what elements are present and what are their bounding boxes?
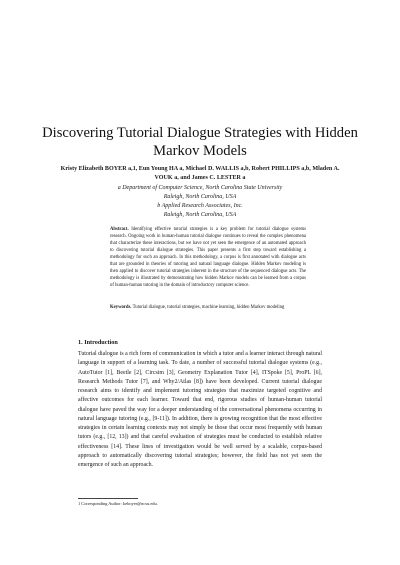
footnote: 1 Corresponding Author: keboyer@ncsu.edu.: [78, 501, 158, 506]
keywords-label: Keywords.: [110, 305, 132, 310]
abstract-label: Abstract.: [110, 227, 129, 232]
keywords: [110, 304, 306, 311]
abstract: [110, 226, 306, 289]
footnote-divider: [78, 498, 138, 499]
affiliation-line: Raleigh, North Carolina, USA: [163, 212, 237, 218]
keywords-text: Tutorial dialogue, tutorial strategies, machine learning, hidden Markov modeling: [132, 305, 285, 310]
introduction-paragraph: Tutorial dialogue is a rich form of communication in which a tutor and a learner interact through natural language in support of a learning task. To date, a number of successful tutorial dialogue systems (e.g., AutoTutor [1], Beetle [2], Circsim [3], Geometry Explanation Tutor [4], ITSpoke [5], ProPL [6], Research Methods Tutor [7], and Why2/Atlas [8]) have been developed. Current tutorial dialogue research aims to identify and implement tutoring strategies that maximize targeted cognitive and affective outcomes for each learner. Toward that end, rigorous studies of human-human tutorial dialogue have paved the way for a deeper understanding of the conversational phenomena occurring in natural language tutoring (e.g., [9-11]). In addition, there is growing recognition that the most effective strategies in certain learning contexts may not simply be those that occur most frequently with human tutors (e.g., [12, 13]) and that careful evaluation of strategies must be conducted to establish relative effectiveness [14]. These lines of investigation would be well served by a scalable, corpus-based approach to automatically discovering tutorial strategies; however, the field has not yet seen the emergence of such an approach.: [78, 351, 322, 468]
affiliations: [60, 184, 340, 220]
affiliation-line: b Applied Research Associates, Inc.: [157, 203, 243, 209]
affiliation-line: a Department of Computer Science, North Carolina State University: [117, 185, 283, 191]
author-list: Kristy Elizabeth BOYER a,1, Eun Young HA a, Michael D. WALLIS a,b, Robert PHILLIPS a,b, Mladen A. VOUK a, and James C. LESTER a: [60, 166, 340, 182]
paper-title: Discovering Tutorial Dialogue Strategies with Hidden Markov Models: [42, 125, 358, 159]
abstract-text: Identifying effective tutorial strategies is a key problem for tutorial dialogue systems research. Ongoing work in human-human tutorial dialogue continues to reveal the complex phenomena that characterize these interactions, but we have not yet seen the emergence of an automated approach to discovering tutorial dialogue strategies. This paper presents a first step toward establishing a methodology for such an approach. In this methodology, a corpus is first annotated with dialogue acts that are grounded in theories of tutoring and natural language dialogue. Hidden Markov modeling is then applied to discover tutorial strategies inherent in the structure of the sequenced dialogue acts. The methodology is illustrated by demonstrating how hidden Markov models can be learned from a corpus of human-human tutoring in the domain of introductory computer science.: [110, 227, 307, 289]
section-heading: 1. Introduction: [78, 339, 118, 346]
affiliation-line: Raleigh, North Carolina, USA: [163, 194, 237, 200]
